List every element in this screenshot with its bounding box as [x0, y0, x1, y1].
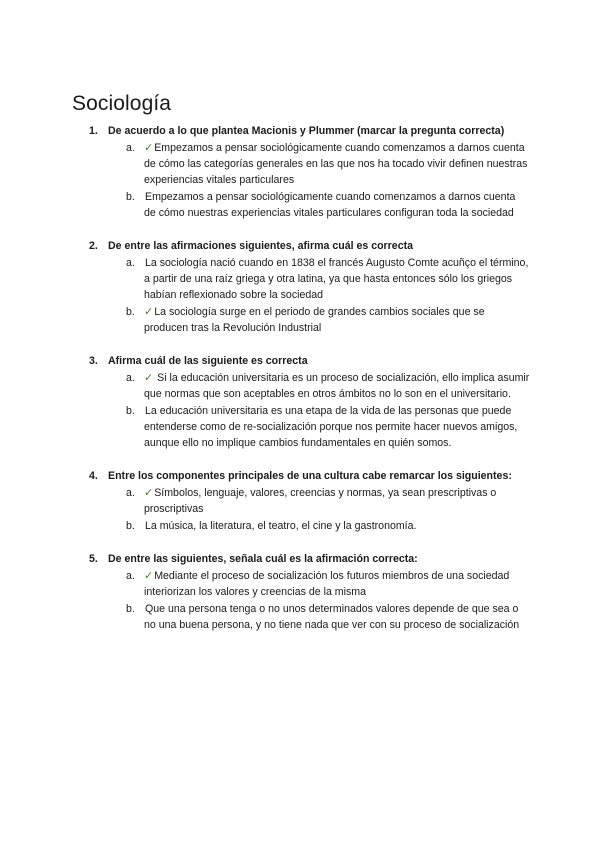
option-text-wrapper — [144, 403, 530, 451]
option-text-wrapper — [144, 601, 530, 633]
option-text: Símbolos, lenguaje, valores, creencias y normas, ya sean prescriptivas o proscriptivas — [144, 487, 497, 515]
question-text: De entre las siguientes, señala cuál es la afirmación correcta: — [108, 553, 418, 565]
option-letter: a. — [126, 142, 135, 154]
option-letter: a. — [126, 257, 135, 269]
checkmark-icon: ✓ — [144, 569, 154, 582]
option-item — [0, 518, 600, 534]
question-number: 3. — [89, 355, 98, 367]
option-letter: b. — [126, 306, 135, 318]
option-letter: b. — [126, 603, 135, 615]
option-text: Mediante el proceso de socialización los futuros miembros de una sociedad interiorizan los valores y creencias de la misma — [144, 570, 510, 598]
option-item — [0, 370, 600, 402]
question-item — [0, 354, 600, 451]
checkmark-icon: ✓ — [144, 141, 154, 154]
option-list — [0, 255, 600, 336]
question-item — [0, 239, 600, 336]
option-text: Que una persona tenga o no unos determinados valores depende de que sea o no una buena persona, y no tiene nada que ver con su proceso de socialización — [144, 603, 520, 631]
checkmark-icon: ✓ — [144, 305, 154, 318]
option-letter: b. — [126, 520, 135, 532]
question-number: 2. — [89, 240, 98, 252]
option-letter: b. — [126, 405, 135, 417]
option-text: Empezamos a pensar sociológicamente cuando comenzamos a darnos cuenta de cómo las categorías generales en las que nos ha tocado vivir definen nuestras experiencias vitales particulares — [144, 142, 528, 186]
option-list — [0, 485, 600, 534]
option-letter: a. — [126, 487, 135, 499]
option-item — [0, 189, 600, 221]
question-number: 1. — [89, 125, 98, 137]
option-list — [0, 370, 600, 451]
option-text-wrapper — [144, 485, 530, 517]
option-text: La sociología nació cuando en 1838 el francés Augusto Comte acuñço el término, a partir de una raíz griega y otra latina, ya que hasta entonces sólo los griegos habían reflexionado sobre la sociedad — [144, 257, 529, 301]
question-number: 5. — [89, 553, 98, 565]
question-text: Entre los componentes principales de una cultura cabe remarcar los siguientes: — [108, 470, 512, 482]
option-text-wrapper — [144, 370, 530, 402]
option-item — [0, 568, 600, 600]
option-letter: b. — [126, 191, 135, 203]
question-number: 4. — [89, 470, 98, 482]
option-list — [0, 140, 600, 221]
option-text: La música, la literatura, el teatro, el cine y la gastronomía. — [145, 520, 417, 532]
option-text-wrapper — [144, 189, 530, 221]
option-item — [0, 485, 600, 517]
option-item — [0, 255, 600, 303]
option-text-wrapper — [144, 518, 530, 534]
checkmark-icon: ✓ — [144, 486, 154, 499]
question-item — [0, 124, 600, 221]
option-item — [0, 601, 600, 633]
option-letter: a. — [126, 372, 135, 384]
option-item — [0, 403, 600, 451]
option-list — [0, 568, 600, 633]
option-text-wrapper — [144, 304, 530, 336]
question-item — [0, 552, 600, 633]
page-title: Sociología — [72, 92, 172, 115]
option-text: Si la educación universitaria es un proceso de socialización, ello implica asumir que normas que son aceptables en otros ámbitos no lo son en el universitario. — [144, 372, 530, 400]
option-text: La sociología surge en el periodo de grandes cambios sociales que se producen tras la Revolución Industrial — [144, 306, 485, 334]
option-text-wrapper — [144, 140, 530, 188]
question-text: De acuerdo a lo que plantea Macionis y Plummer (marcar la pregunta correcta) — [108, 125, 505, 137]
option-text: Empezamos a pensar sociológicamente cuando comenzamos a darnos cuenta de cómo nuestras experiencias vitales particulares configuran toda la sociedad — [144, 191, 516, 219]
checkmark-icon: ✓ — [144, 371, 154, 384]
option-item — [0, 304, 600, 336]
question-text: Afirma cuál de las siguiente es correcta — [108, 355, 308, 367]
option-item — [0, 140, 600, 188]
question-item — [0, 469, 600, 534]
option-text: La educación universitaria es una etapa de la vida de las personas que puede entenderse como de re-socialización porque nos permite hacer nuevos amigos, aunque ello no implique cambios fundamentales en quién somos. — [144, 405, 518, 449]
option-text-wrapper — [144, 568, 530, 600]
question-list — [0, 124, 600, 651]
option-text-wrapper — [144, 255, 530, 303]
question-text: De entre las afirmaciones siguientes, afirma cuál es correcta — [108, 240, 414, 252]
option-letter: a. — [126, 570, 135, 582]
